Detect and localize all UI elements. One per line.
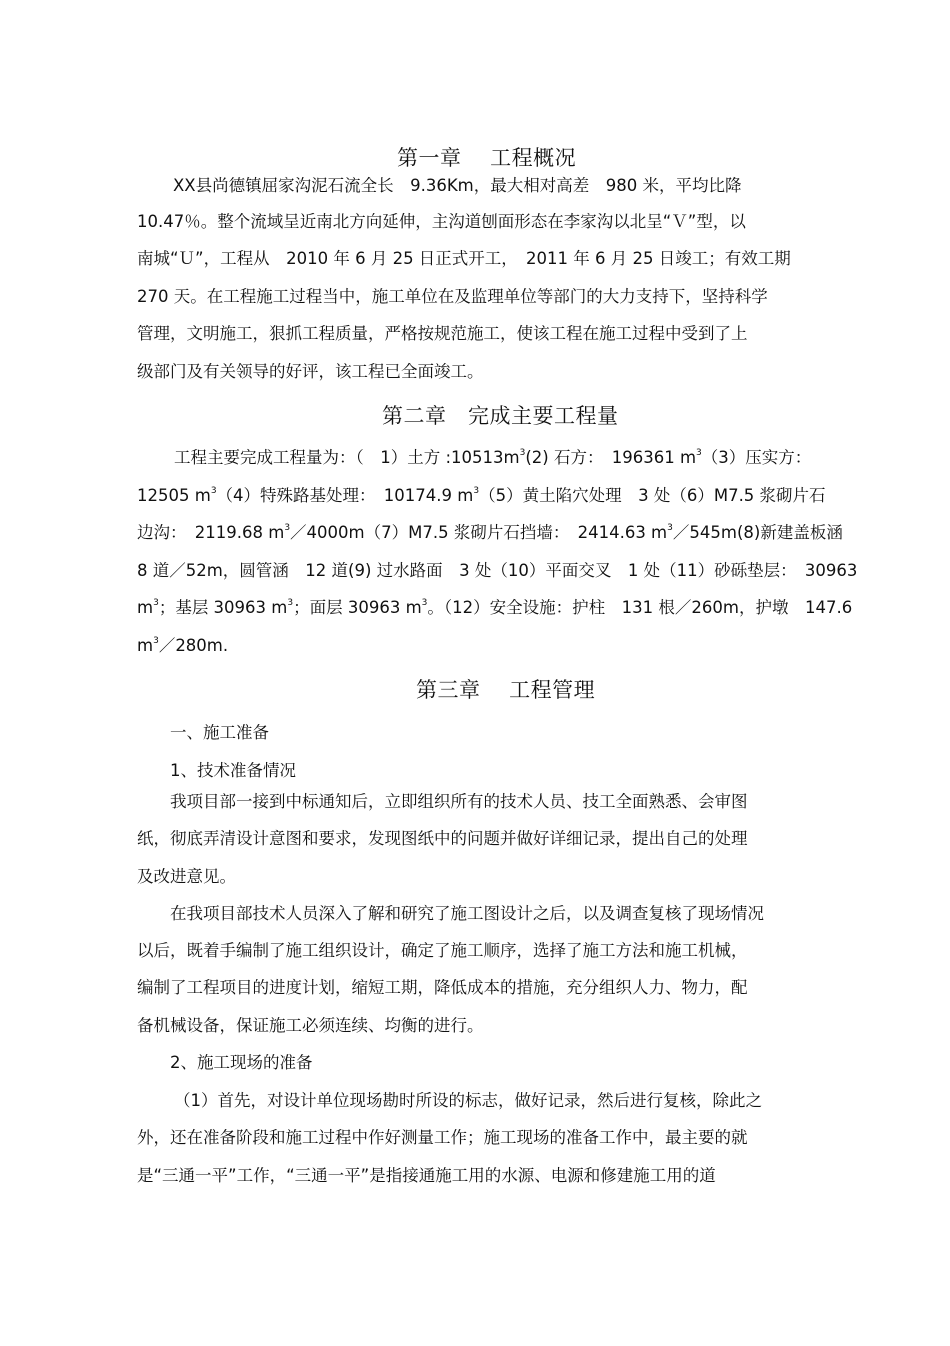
paragraph-line: 及改进意见。 — [137, 867, 236, 886]
paragraph-line: XX县尚德镇屈家沟泥石流全长 9.36Km，最大相对高差 980 米，平均比降 — [173, 176, 742, 195]
quantity-text: （5）黄土陷穴处理 3 处（6）M7.5 浆砌片石 — [479, 486, 826, 505]
superscript: 3 — [696, 448, 702, 458]
quantity-text: ／545m(8)新建盖板涵 — [672, 523, 843, 542]
quantity-line — [137, 523, 843, 543]
quantity-line: 8 道／52m，圆管涵 12 道(9) 过水路面 3 处（10）平面交叉 1 处（11）砂砾垫层： 30963 — [137, 561, 858, 580]
quantity-text: 12505 m — [137, 486, 211, 505]
superscript: 3 — [287, 598, 294, 608]
superscript: 3 — [473, 486, 480, 496]
paragraph-line: 管理，文明施工，狠抓工程质量，严格按规范施工，使该工程在施工过程中受到了上 — [137, 324, 748, 343]
quantity-text: 边沟： 2119.68 m — [137, 523, 285, 542]
paragraph-line: 以后，既着手编制了施工组织设计，确定了施工顺序，选择了施工方法和施工机械， — [137, 941, 748, 960]
quantity-text: m — [137, 636, 154, 655]
superscript: 3 — [667, 523, 673, 533]
quantity-text: 工程主要完成工程量为：（ 1）土方 :10513m — [174, 448, 520, 467]
paragraph-line: 纸，彻底弄清设计意图和要求，发现图纸中的问题并做好详细记录，提出自己的处理 — [137, 829, 748, 848]
quantity-text: （4）特殊路基处理： 10174.9 m — [216, 486, 474, 505]
paragraph-line: 南城“Ｕ”，工程从 2010 年 6 月 25 日正式开工， 2011 年 6 月 25 日竣工；有效工期 — [137, 249, 791, 268]
quantity-text: ；基层 30963 m — [158, 598, 288, 617]
paragraph-line: 备机械设备，保证施工必须连续、均衡的进行。 — [137, 1016, 484, 1035]
paragraph-line: 级部门及有关领导的好评，该工程已全面竣工。 — [137, 362, 484, 381]
quantity-text: ／4000m（7）M7.5 浆砌片石挡墙： 2414.63 m — [290, 523, 668, 542]
superscript: 3 — [421, 598, 428, 608]
quantity-text: 。（12）安全设施：护柱 131 根／260m，护墩 147.6 — [427, 598, 853, 617]
quantity-text: ；面层 30963 m — [293, 598, 422, 617]
quantity-line — [137, 636, 228, 656]
subsection-heading: 1、技术准备情况 — [170, 761, 296, 780]
quantity-line — [174, 448, 811, 468]
paragraph-line: 是“三通一平”工作，“三通一平”是指接通施工用的水源、电源和修建施工用的道 — [137, 1166, 716, 1185]
quantity-text: ／280m. — [158, 636, 229, 655]
superscript: 3 — [153, 598, 159, 608]
superscript: 3 — [153, 636, 159, 646]
paragraph-line: 我项目部一接到中标通知后，立即组织所有的技术人员、技工全面熟悉、会审图 — [170, 792, 748, 811]
paragraph-line: 在我项目部技术人员深入了解和研究了施工图设计之后，以及调查复核了现场情况 — [170, 904, 764, 923]
quantity-text: (2) 石方： 196361 m — [525, 448, 697, 467]
chapter-2-heading: 第二章 完成主要工程量 — [382, 404, 619, 428]
paragraph-line: 编制了工程项目的进度计划，缩短工期，降低成本的措施，充分组织人力、物力，配 — [137, 978, 748, 997]
superscript: 3 — [284, 523, 291, 533]
quantity-line — [137, 598, 852, 618]
paragraph-line: （1）首先，对设计单位现场勘时所设的标志，做好记录，然后进行复核，除此之 — [174, 1091, 762, 1110]
quantity-text: m — [137, 598, 154, 617]
superscript: 3 — [519, 448, 526, 458]
quantity-text: （3）压实方： — [701, 448, 812, 467]
chapter-1-heading: 第一章 工程概况 — [397, 146, 577, 170]
paragraph-line: 10.47％。整个流域呈近南北方向延伸，主沟道刨面形态在李家沟以北呈“Ｖ”型，以 — [137, 212, 746, 231]
chapter-3-heading: 第三章 工程管理 — [416, 678, 596, 702]
quantity-line — [137, 486, 826, 506]
superscript: 3 — [210, 486, 217, 496]
paragraph-line: 外，还在准备阶段和施工过程中作好测量工作；施工现场的准备工作中，最主要的就 — [137, 1128, 748, 1147]
section-heading: 一、施工准备 — [170, 723, 269, 742]
paragraph-line: 270 天。在工程施工过程当中，施工单位在及监理单位等部门的大力支持下，坚持科学 — [137, 287, 768, 306]
subsection-heading: 2、施工现场的准备 — [170, 1053, 313, 1072]
